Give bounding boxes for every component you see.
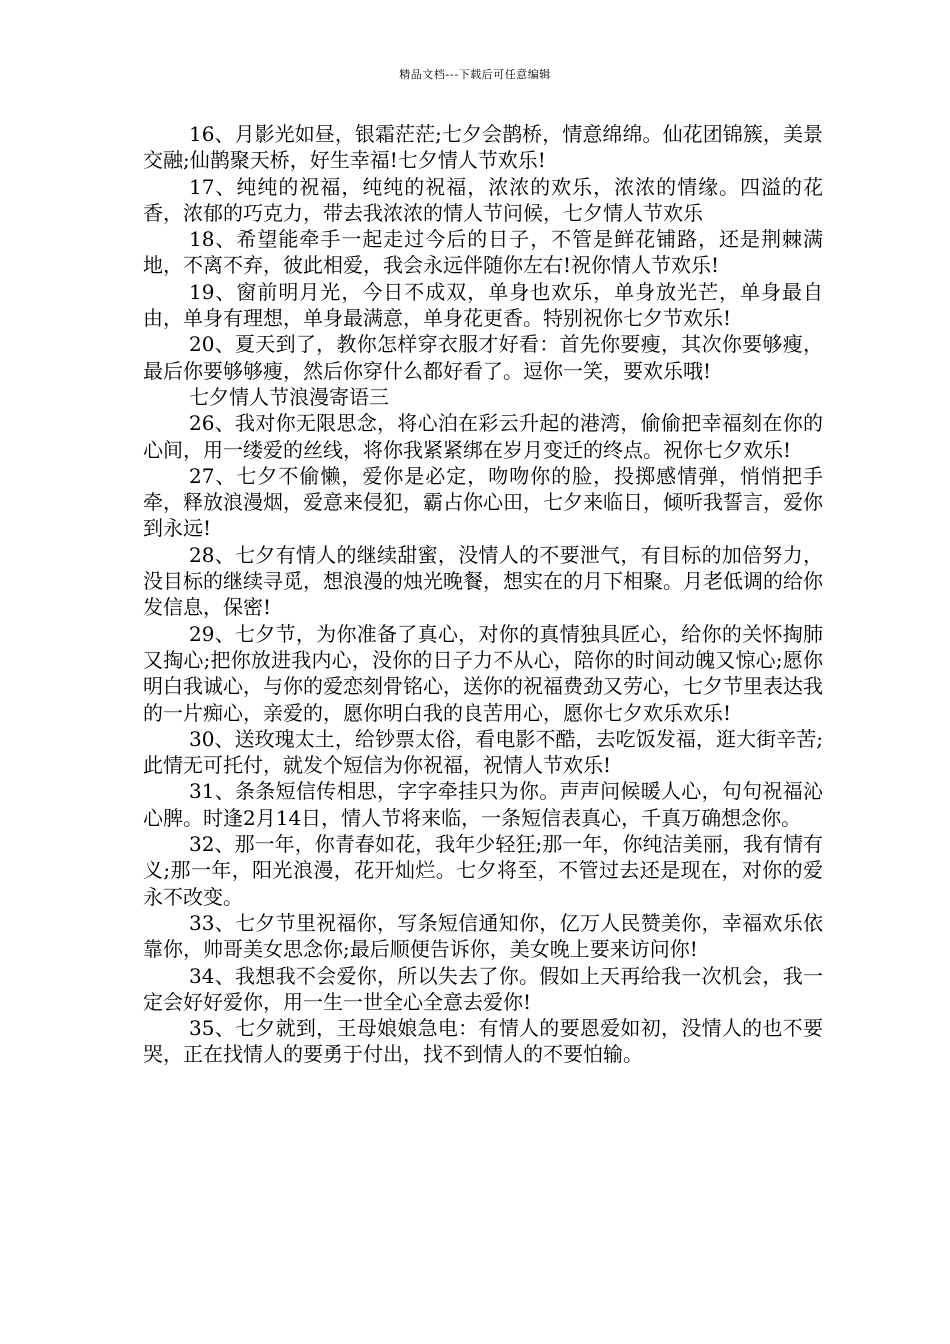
page-header: 精品文档---下载后可任意编辑	[399, 68, 551, 81]
paragraph-20: 20、夏天到了，教你怎样穿衣服才好看：首先你要瘦，其次你要够瘦，最后你要够够瘦，然后你穿什么都好看了。逗你一笑，要欢乐哦!	[143, 332, 823, 383]
paragraph-31: 31、条条短信传相思，字字牵挂只为你。声声问候暖人心，句句祝福沁心脾。时逢2月14日，情人节将来临，一条短信表真心，千真万确想念你。	[143, 779, 823, 830]
paragraph-30: 30、送玫瑰太土，给钞票太俗，看电影不酷，去吃饭发福，逛大街辛苦;此情无可托付，就发个短信为你祝福，祝情人节欢乐!	[143, 726, 823, 778]
paragraph-19: 19、窗前明月光，今日不成双，单身也欢乐，单身放光芒，单身最自由，单身有理想，单身最满意，单身花更香。特别祝你七夕节欢乐!	[143, 279, 823, 331]
paragraph-28: 28、七夕有情人的继续甜蜜，没情人的不要泄气，有目标的加倍努力，没目标的继续寻觅，想浪漫的烛光晚餐，想实在的月下相聚。月老低调的给你发信息，保密!	[143, 542, 823, 620]
document-body	[143, 121, 823, 1068]
section-heading: 七夕情人节浪漫寄语三	[189, 384, 389, 409]
paragraph-27: 27、七夕不偷懒，爱你是必定，吻吻你的脸，投掷感情弹，悄悄把手牵，释放浪漫烟，爱意来侵犯，霸占你心田，七夕来临日，倾听我誓言，爱你到永远!	[143, 463, 823, 541]
paragraph-29: 29、七夕节，为你准备了真心，对你的真情独具匠心，给你的关怀掏肺又掏心;把你放进我内心，没你的日子力不从心，陪你的时间动魄又惊心;愿你明白我诚心，与你的爱恋刻骨铭心，送你的祝福费劲又劳心，七夕节里表达我的一片痴心，亲爱的，愿你明白我的良苦用心，愿你七夕欢乐欢乐!	[143, 621, 823, 725]
paragraph-17: 17、纯纯的祝福，纯纯的祝福，浓浓的欢乐，浓浓的情缘。四溢的花香，浓郁的巧克力，带去我浓浓的情人节问候，七夕情人节欢乐	[143, 174, 823, 225]
paragraph-32: 32、那一年，你青春如花，我年少轻狂;那一年，你纯洁美丽，我有情有义;那一年，阳光浪漫，花开灿烂。七夕将至，不管过去还是现在，对你的爱永不改变。	[143, 832, 823, 909]
paragraph-18: 18、希望能牵手一起走过今后的日子，不管是鲜花铺路，还是荆棘满地，不离不弃，彼此相爱，我会永远伴随你左右!祝你情人节欢乐!	[143, 227, 823, 278]
paragraph-33: 33、七夕节里祝福你，写条短信通知你，亿万人民赞美你，幸福欢乐依靠你，帅哥美女思念你;最后顺便告诉你，美女晚上要来访问你!	[143, 910, 823, 962]
paragraph-34: 34、我想我不会爱你，所以失去了你。假如上天再给我一次机会，我一定会好好爱你，用一生一世全心全意去爱你!	[143, 963, 823, 1014]
paragraph-35: 35、七夕就到，王母娘娘急电：有情人的要恩爱如初，没情人的也不要哭，正在找情人的要勇于付出，找不到情人的不要怕输。	[143, 1016, 823, 1067]
paragraph-26: 26、我对你无限思念，将心泊在彩云升起的港湾，偷偷把幸福刻在你的心间，用一缕爱的丝线，将你我紧紧绑在岁月变迁的终点。祝你七夕欢乐!	[143, 411, 823, 462]
paragraph-16: 16、月影光如昼，银霜茫茫;七夕会鹊桥，情意绵绵。仙花团锦簇，美景交融;仙鹊聚天桥，好生幸福!七夕情人节欢乐!	[143, 122, 823, 173]
